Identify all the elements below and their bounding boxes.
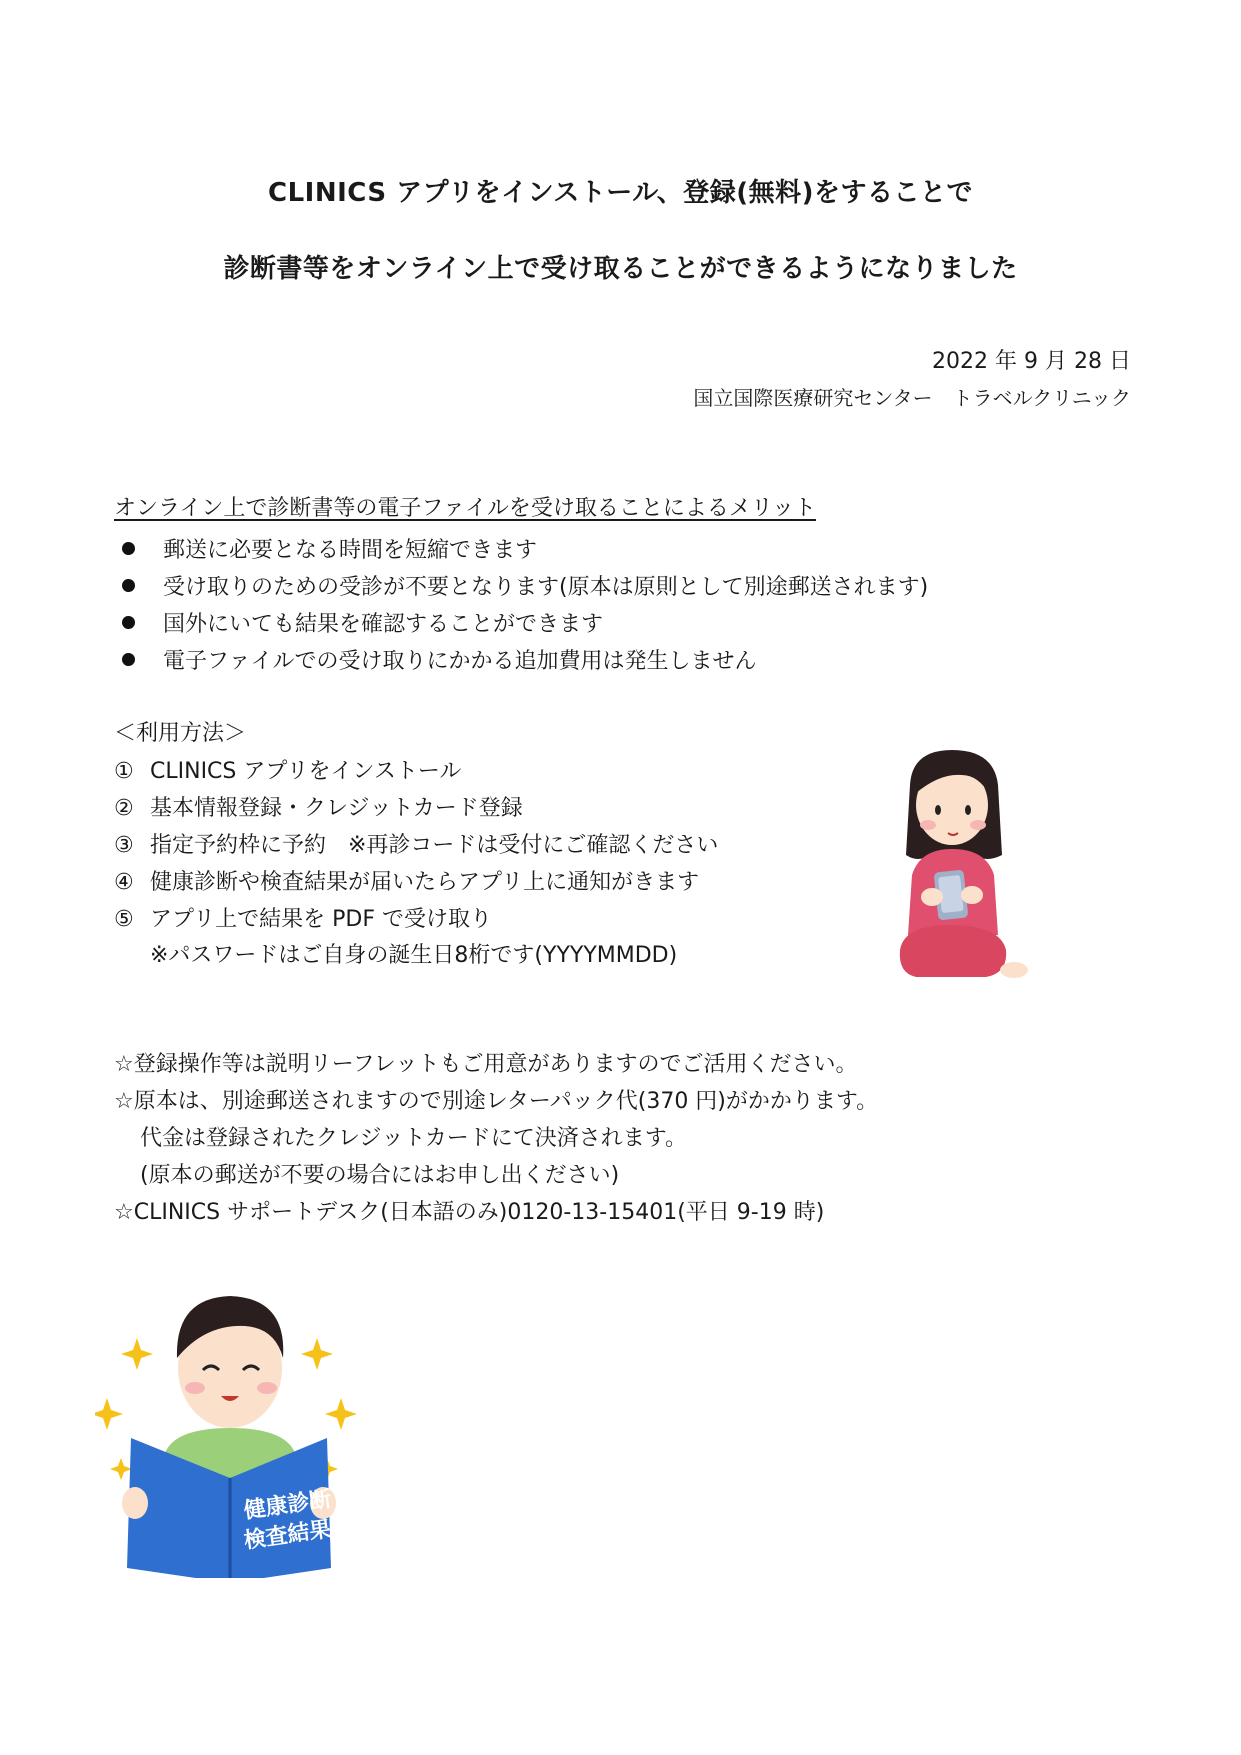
bullet-icon [122,542,135,555]
list-item: 受け取りのための受診が不要となります(原本は原則として別途郵送されます) [114,567,928,604]
woman-with-phone-illustration [890,745,1030,995]
notes-list [114,1046,878,1231]
bullet-icon [122,616,135,629]
list-item: 電子ファイルでの受け取りにかかる追加費用は発生しません [114,641,928,678]
organization: 国立国際医療研究センター トラベルクリニック [693,386,1131,410]
step-item: ① CLINICS アプリをインストール [114,759,462,784]
note-item: (原本の郵送が不要の場合にはお申し出ください) [140,1163,620,1188]
date: 2022 年 9 月 28 日 [932,349,1131,374]
title-line-1: CLINICS アプリをインストール、登録(無料)をすることで [268,178,973,208]
note-item: ☆原本は、別途郵送されますので別途レターパック代(370 円)がかかります。 [114,1089,879,1114]
book-label-line-1: 健康診断 [242,1486,333,1524]
title-line-2: 診断書等をオンライン上で受け取ることができるようになりました [223,254,1018,284]
usage-heading: ＜利用方法＞ [114,721,247,746]
usage-steps [114,753,718,938]
merits-list [114,530,928,678]
step-item: ④ 健康診断や検査結果が届いたらアプリ上に通知がきます [114,870,700,895]
step-item: ⑤ アプリ上で結果を PDF で受け取り [114,907,492,932]
bullet-icon [122,653,135,666]
step-item: ② 基本情報登録・クレジットカード登録 [114,796,523,821]
book-label-line-2: 検査結果 [242,1516,333,1554]
man-reading-results-illustration [95,1278,365,1578]
note-item: ☆登録操作等は説明リーフレットもご用意がありますのでご活用ください。 [114,1052,858,1077]
note-item: 代金は登録されたクレジットカードにて決済されます。 [140,1126,688,1151]
list-item: 国外にいても結果を確認することができます [114,604,928,641]
step-item: ③ 指定予約枠に予約 ※再診コードは受付にご確認ください [114,833,719,858]
bullet-icon [122,579,135,592]
password-note: ※パスワードはご自身の誕生日8桁です(YYYYMMDD) [150,943,678,968]
note-item: ☆CLINICS サポートデスク(日本語のみ)0120-13-15401(平日 9-19 時) [114,1200,825,1225]
merits-heading: オンライン上で診断書等の電子ファイルを受け取ることによるメリット [114,496,817,521]
list-item: 郵送に必要となる時間を短縮できます [114,530,928,567]
